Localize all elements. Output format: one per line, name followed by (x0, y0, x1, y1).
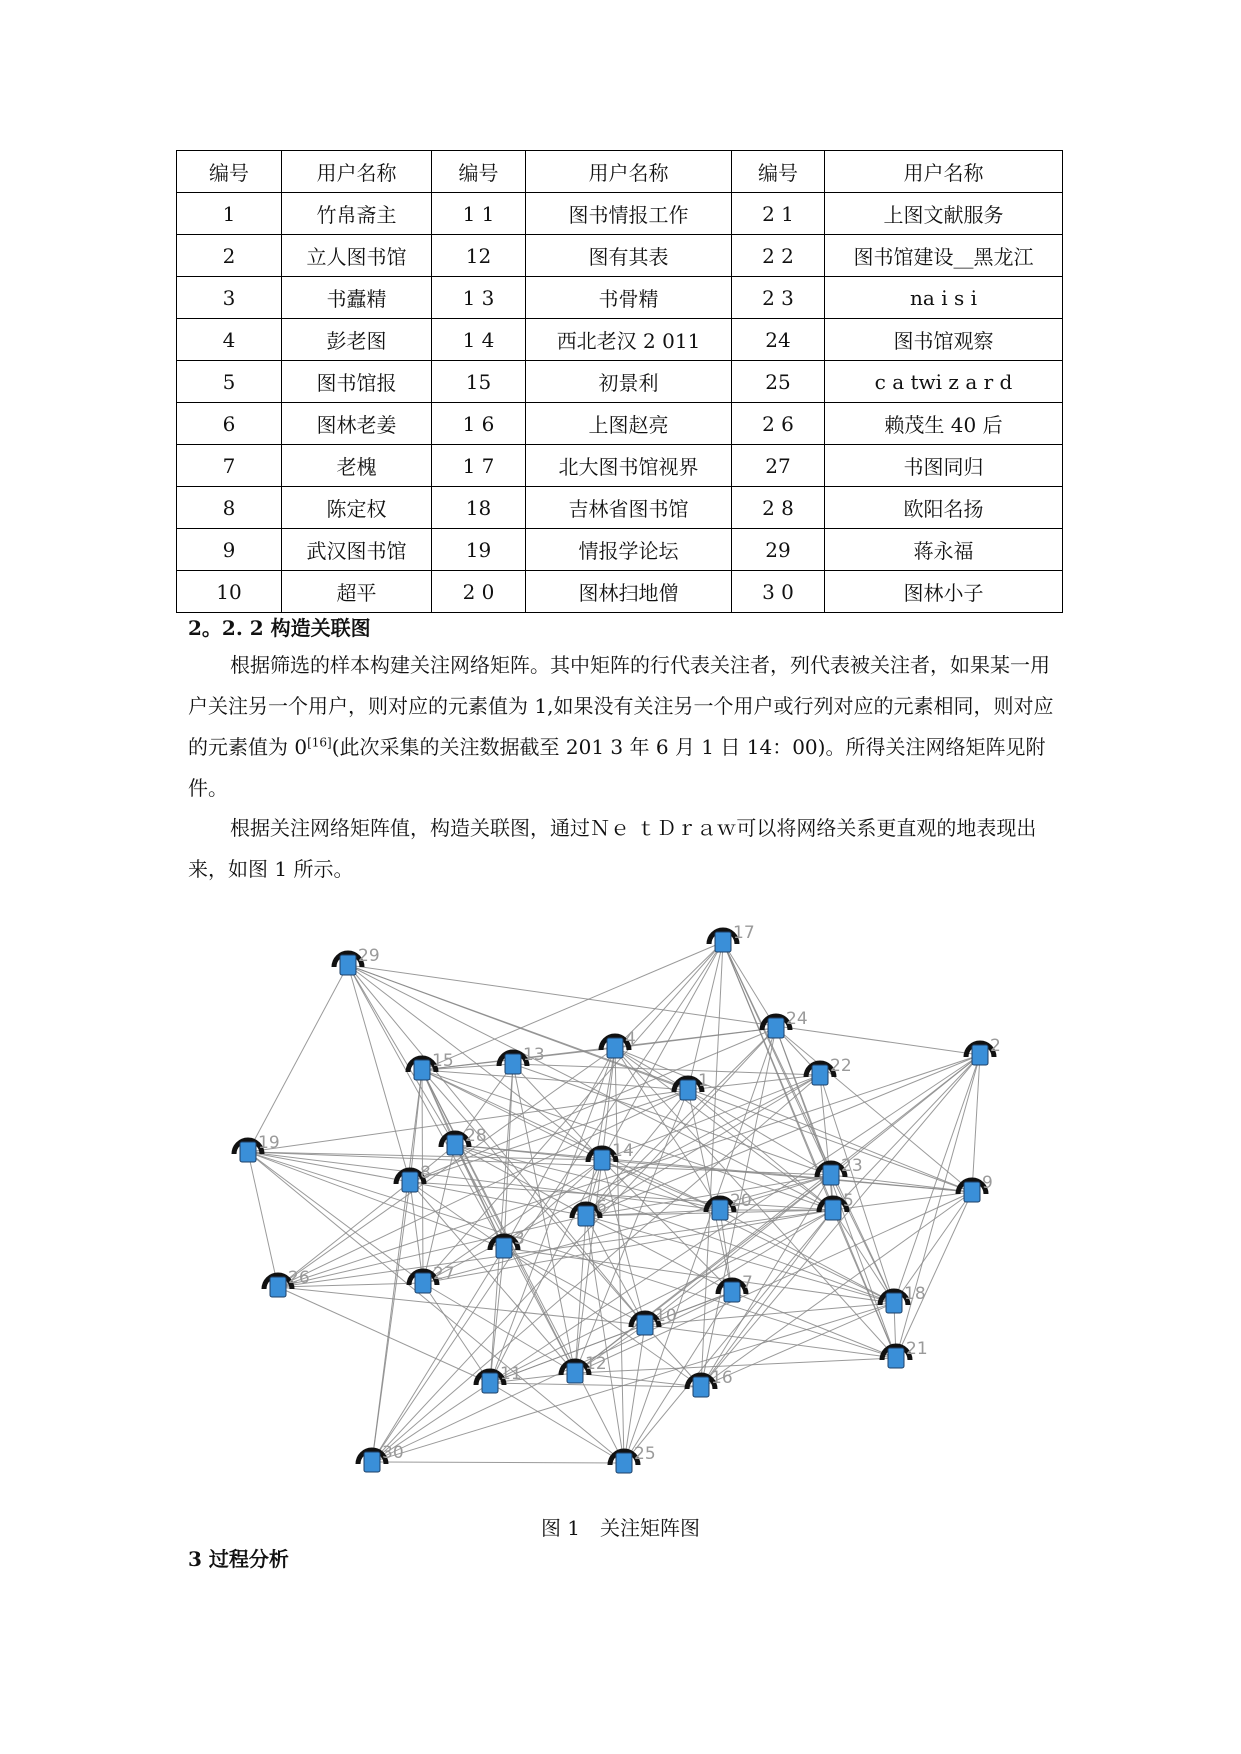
cell-username: 武汉图书馆 (282, 529, 432, 571)
header-id: 编号 (177, 151, 282, 193)
cell-id: 2 3 (732, 277, 825, 319)
citation-ref: [16] (307, 735, 332, 750)
graph-node (234, 1133, 280, 1162)
node-marker (972, 1045, 988, 1065)
node-marker (482, 1373, 498, 1393)
paragraph-text: (此次采集的关注数据截至 201 3 年 6 月 1 日 14：00)。所得关注网络矩阵见附件。 (188, 735, 1046, 800)
cell-username: c a twi z a r d (825, 361, 1063, 403)
header-username: 用户名称 (282, 151, 432, 193)
node-label: 18 (904, 1284, 926, 1304)
node-marker (768, 1018, 784, 1038)
graph-node (806, 1056, 852, 1085)
node-label: 28 (465, 1126, 487, 1146)
cell-id: 2 2 (732, 235, 825, 277)
node-marker (496, 1238, 512, 1258)
cell-id: 1 1 (432, 193, 526, 235)
table-row (177, 487, 1063, 529)
graph-edge (504, 1248, 894, 1303)
node-marker (715, 932, 731, 952)
node-marker (415, 1273, 431, 1293)
cell-username: 赖茂生 40 后 (825, 403, 1063, 445)
cell-id: 18 (432, 487, 526, 529)
node-label: 11 (500, 1364, 522, 1384)
node-marker (637, 1315, 653, 1335)
paragraph: 根据关注网络矩阵值，构造关联图，通过Ｎｅ ｔＤｒａｗ可以将网络关系更直观的地表现出来，如图 1 所示。 (188, 816, 1037, 881)
table-row (177, 571, 1063, 613)
cell-id: 1 6 (432, 403, 526, 445)
node-label: 30 (382, 1443, 404, 1463)
graph-node (499, 1045, 545, 1074)
node-label: 20 (730, 1191, 752, 1211)
cell-id: 29 (732, 529, 825, 571)
table-row (177, 403, 1063, 445)
node-label: 29 (358, 946, 380, 966)
node-marker (340, 955, 356, 975)
graph-edge (615, 1048, 624, 1463)
header-username: 用户名称 (526, 151, 732, 193)
node-label: 15 (432, 1051, 454, 1071)
cell-username: 吉林省图书馆 (526, 487, 732, 529)
cell-id: 2 0 (432, 571, 526, 613)
cell-id: 1 4 (432, 319, 526, 361)
graph-edge (513, 1064, 602, 1160)
node-label: 14 (612, 1141, 634, 1161)
graph-edge (372, 1055, 980, 1462)
cell-username: 超平 (282, 571, 432, 613)
graph-edge (723, 942, 896, 1358)
node-marker (693, 1377, 709, 1397)
user-table (176, 150, 1063, 613)
table-row (177, 319, 1063, 361)
cell-id: 1 7 (432, 445, 526, 487)
graph-edge (248, 1152, 278, 1287)
cell-id: 7 (177, 445, 282, 487)
node-marker (616, 1453, 632, 1473)
cell-id: 24 (732, 319, 825, 361)
node-marker (724, 1282, 740, 1302)
graph-edge (248, 965, 348, 1152)
node-label: 2 (990, 1036, 1001, 1056)
cell-id: 1 (177, 193, 282, 235)
table-header-row (177, 151, 1063, 193)
node-label: 22 (830, 1056, 852, 1076)
cell-id: 8 (177, 487, 282, 529)
node-label: 19 (258, 1133, 280, 1153)
node-marker (364, 1452, 380, 1472)
node-marker (823, 1165, 839, 1185)
table-row (177, 235, 1063, 277)
node-marker (505, 1054, 521, 1074)
cell-username: 图书馆报 (282, 361, 432, 403)
node-label: 25 (634, 1444, 656, 1464)
graph-edge (455, 1145, 586, 1216)
node-marker (578, 1206, 594, 1226)
cell-id: 2 1 (732, 193, 825, 235)
cell-id: 27 (732, 445, 825, 487)
table-row (177, 277, 1063, 319)
cell-username: 图林扫地僧 (526, 571, 732, 613)
cell-username: 书图同归 (825, 445, 1063, 487)
node-label: 17 (733, 923, 755, 943)
node-marker (567, 1363, 583, 1383)
cell-username: 上图赵亮 (526, 403, 732, 445)
cell-username: 图书馆观察 (825, 319, 1063, 361)
cell-id: 10 (177, 571, 282, 613)
graph-edge (248, 1152, 624, 1463)
node-marker (680, 1080, 696, 1100)
graph-edge (422, 942, 723, 1070)
graph-node (334, 946, 380, 975)
graph-edge (348, 965, 504, 1248)
cell-username: 图有其表 (526, 235, 732, 277)
graph-node (396, 1163, 431, 1192)
cell-username: 书骨精 (526, 277, 732, 319)
cell-id: 1 3 (432, 277, 526, 319)
header-id: 编号 (732, 151, 825, 193)
cell-username: 北大图书馆视界 (526, 445, 732, 487)
table-row (177, 529, 1063, 571)
node-label: 16 (711, 1368, 733, 1388)
cell-id: 6 (177, 403, 282, 445)
table-row (177, 445, 1063, 487)
graph-edge (723, 942, 776, 1028)
graph-node (958, 1173, 993, 1202)
graph-edge (833, 1210, 894, 1303)
cell-username: 情报学论坛 (526, 529, 732, 571)
node-label: 21 (906, 1339, 928, 1359)
section-heading: 3 过程分析 (188, 1547, 289, 1571)
header-id: 编号 (432, 151, 526, 193)
cell-username: 书蠹精 (282, 277, 432, 319)
node-marker (414, 1060, 430, 1080)
graph-node (882, 1339, 928, 1368)
graph-edge (348, 965, 410, 1182)
graph-edge (896, 1192, 972, 1358)
paragraph (188, 645, 1068, 809)
cell-username: 竹帛斋主 (282, 193, 432, 235)
cell-id: 19 (432, 529, 526, 571)
cell-id: 2 (177, 235, 282, 277)
node-label: 23 (841, 1156, 863, 1176)
cell-id: 15 (432, 361, 526, 403)
node-marker (402, 1172, 418, 1192)
cell-id: 5 (177, 361, 282, 403)
section-heading: 2。2. 2 构造关联图 (188, 616, 371, 640)
cell-id: 3 (177, 277, 282, 319)
cell-username: 陈定权 (282, 487, 432, 529)
graph-edge (701, 1210, 833, 1387)
cell-username: 西北老汉 2 011 (526, 319, 732, 361)
node-label: 27 (433, 1264, 455, 1284)
cell-username: 图书情报工作 (526, 193, 732, 235)
node-marker (447, 1135, 463, 1155)
cell-username: 彭老图 (282, 319, 432, 361)
graph-edges (248, 942, 980, 1463)
node-label: 3 (514, 1229, 525, 1249)
graph-edge (896, 1055, 980, 1358)
node-label: 26 (288, 1268, 310, 1288)
graph-edge (372, 1462, 624, 1463)
node-label: 9 (982, 1173, 993, 1193)
cell-username: 蒋永福 (825, 529, 1063, 571)
node-label: 7 (742, 1273, 753, 1293)
graph-node (706, 1191, 752, 1220)
node-label: 12 (585, 1354, 607, 1374)
graph-edge (455, 1145, 972, 1192)
graph-edge (248, 1152, 423, 1283)
cell-id: 3 0 (732, 571, 825, 613)
cell-id: 2 8 (732, 487, 825, 529)
graph-edge (248, 1152, 831, 1175)
node-marker (712, 1200, 728, 1220)
table-row (177, 361, 1063, 403)
node-label: 13 (523, 1045, 545, 1065)
graph-edge (575, 1358, 896, 1373)
cell-id: 4 (177, 319, 282, 361)
cell-username: 立人图书馆 (282, 235, 432, 277)
node-marker (240, 1142, 256, 1162)
node-label: 10 (655, 1306, 677, 1326)
graph-edge (490, 1248, 504, 1383)
paragraph-text: 根据筛选的样本构建关注网络矩阵。其中矩阵的行代表关注者，列代表被关注者，如果某一用户关注另一个用户，则对应的元素值为 1,如果没有关注另一个用户或行列对应的元素相同，则对应的元素值为 0 (188, 653, 1054, 759)
node-marker (270, 1277, 286, 1297)
graph-edge (732, 1292, 896, 1358)
cell-id: 12 (432, 235, 526, 277)
node-marker (812, 1065, 828, 1085)
node-label: 8 (420, 1163, 431, 1183)
node-marker (825, 1200, 841, 1220)
graph-edge (372, 1070, 422, 1462)
node-marker (888, 1348, 904, 1368)
cell-username: na i s i (825, 277, 1063, 319)
node-marker (886, 1293, 902, 1313)
header-username: 用户名称 (825, 151, 1063, 193)
node-label: 5 (843, 1191, 854, 1211)
graph-edge (645, 1325, 896, 1358)
cell-username: 图林老姜 (282, 403, 432, 445)
node-marker (607, 1038, 623, 1058)
cell-username: 欧阳名扬 (825, 487, 1063, 529)
cell-id: 9 (177, 529, 282, 571)
node-label: 1 (698, 1071, 709, 1091)
cell-username: 老槐 (282, 445, 432, 487)
cell-username: 初景利 (526, 361, 732, 403)
cell-username: 图书馆建设__黑龙江 (825, 235, 1063, 277)
graph-node (762, 1009, 808, 1038)
figure-caption: 图 1 关注矩阵图 (540, 1516, 701, 1540)
graph-node (709, 923, 755, 952)
node-label: 6 (596, 1197, 607, 1217)
table-row (177, 193, 1063, 235)
cell-id: 2 6 (732, 403, 825, 445)
node-label: 4 (625, 1029, 636, 1049)
cell-username: 图林小子 (825, 571, 1063, 613)
cell-id: 25 (732, 361, 825, 403)
node-label: 24 (786, 1009, 808, 1029)
cell-username: 上图文献服务 (825, 193, 1063, 235)
network-graph (230, 910, 1010, 1500)
node-marker (964, 1182, 980, 1202)
node-marker (594, 1150, 610, 1170)
